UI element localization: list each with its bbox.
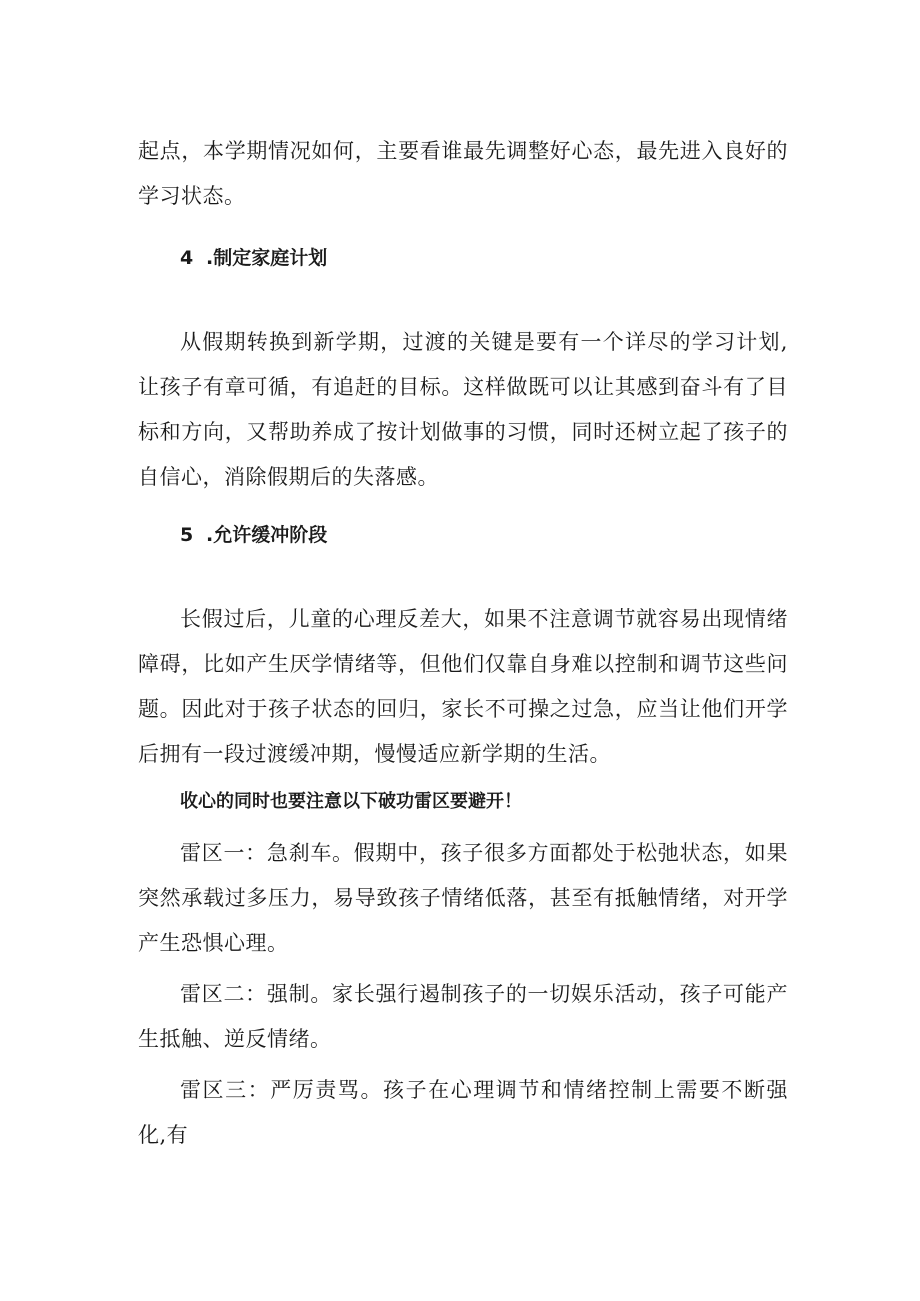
section-5-paragraph: 长假过后，儿童的心理反差大，如果不注意调节就容易出现情绪障碍，比如产生厌学情绪等，但他们仅靠自身难以控制和调节这些问题。因此对于孩子状态的回归，家长不可操之过急，应当让他们开学后拥有一段过渡缓冲期，慢慢适应新学期的生活。: [138, 607, 788, 766]
section-5-number: 5: [180, 524, 194, 546]
section-4-title: .制定家庭计划: [206, 247, 328, 269]
section-4-paragraph: 从假期转换到新学期，过渡的关键是要有一个详尽的学习计划,让孩子有章可循，有追赶的目标。这样做既可以让其感到奋斗有了目标和方向，又帮助养成了按计划做事的习惯，同时还树立起了孩子的自信心，消除假期后的失落感。: [138, 330, 788, 489]
mine-1-paragraph: 雷区一：急刹车。假期中，孩子很多方面都处于松弛状态，如果突然承载过多压力，易导致孩子情绪低落，甚至有抵触情绪，对开学产生恐惧心理。: [138, 841, 788, 955]
intro-paragraph: 起点，本学期情况如何，主要看谁最先调整好心态，最先进入良好的学习状态。: [138, 139, 788, 208]
section-4-number: 4: [180, 247, 194, 269]
mine-2-paragraph: 雷区二：强制。家长强行遏制孩子的一切娱乐活动，孩子可能产生抵触、逆反情绪。: [138, 982, 788, 1051]
mine-3-paragraph: 雷区三：严厉责骂。孩子在心理调节和情绪控制上需要不断强化,有: [138, 1078, 788, 1147]
warning-notice: 收心的同时也要注意以下破功雷区要避开！: [180, 791, 522, 812]
section-5-title: .允许缓冲阶段: [206, 524, 328, 546]
section-5-heading: [180, 520, 327, 550]
section-4-heading: [180, 243, 327, 273]
